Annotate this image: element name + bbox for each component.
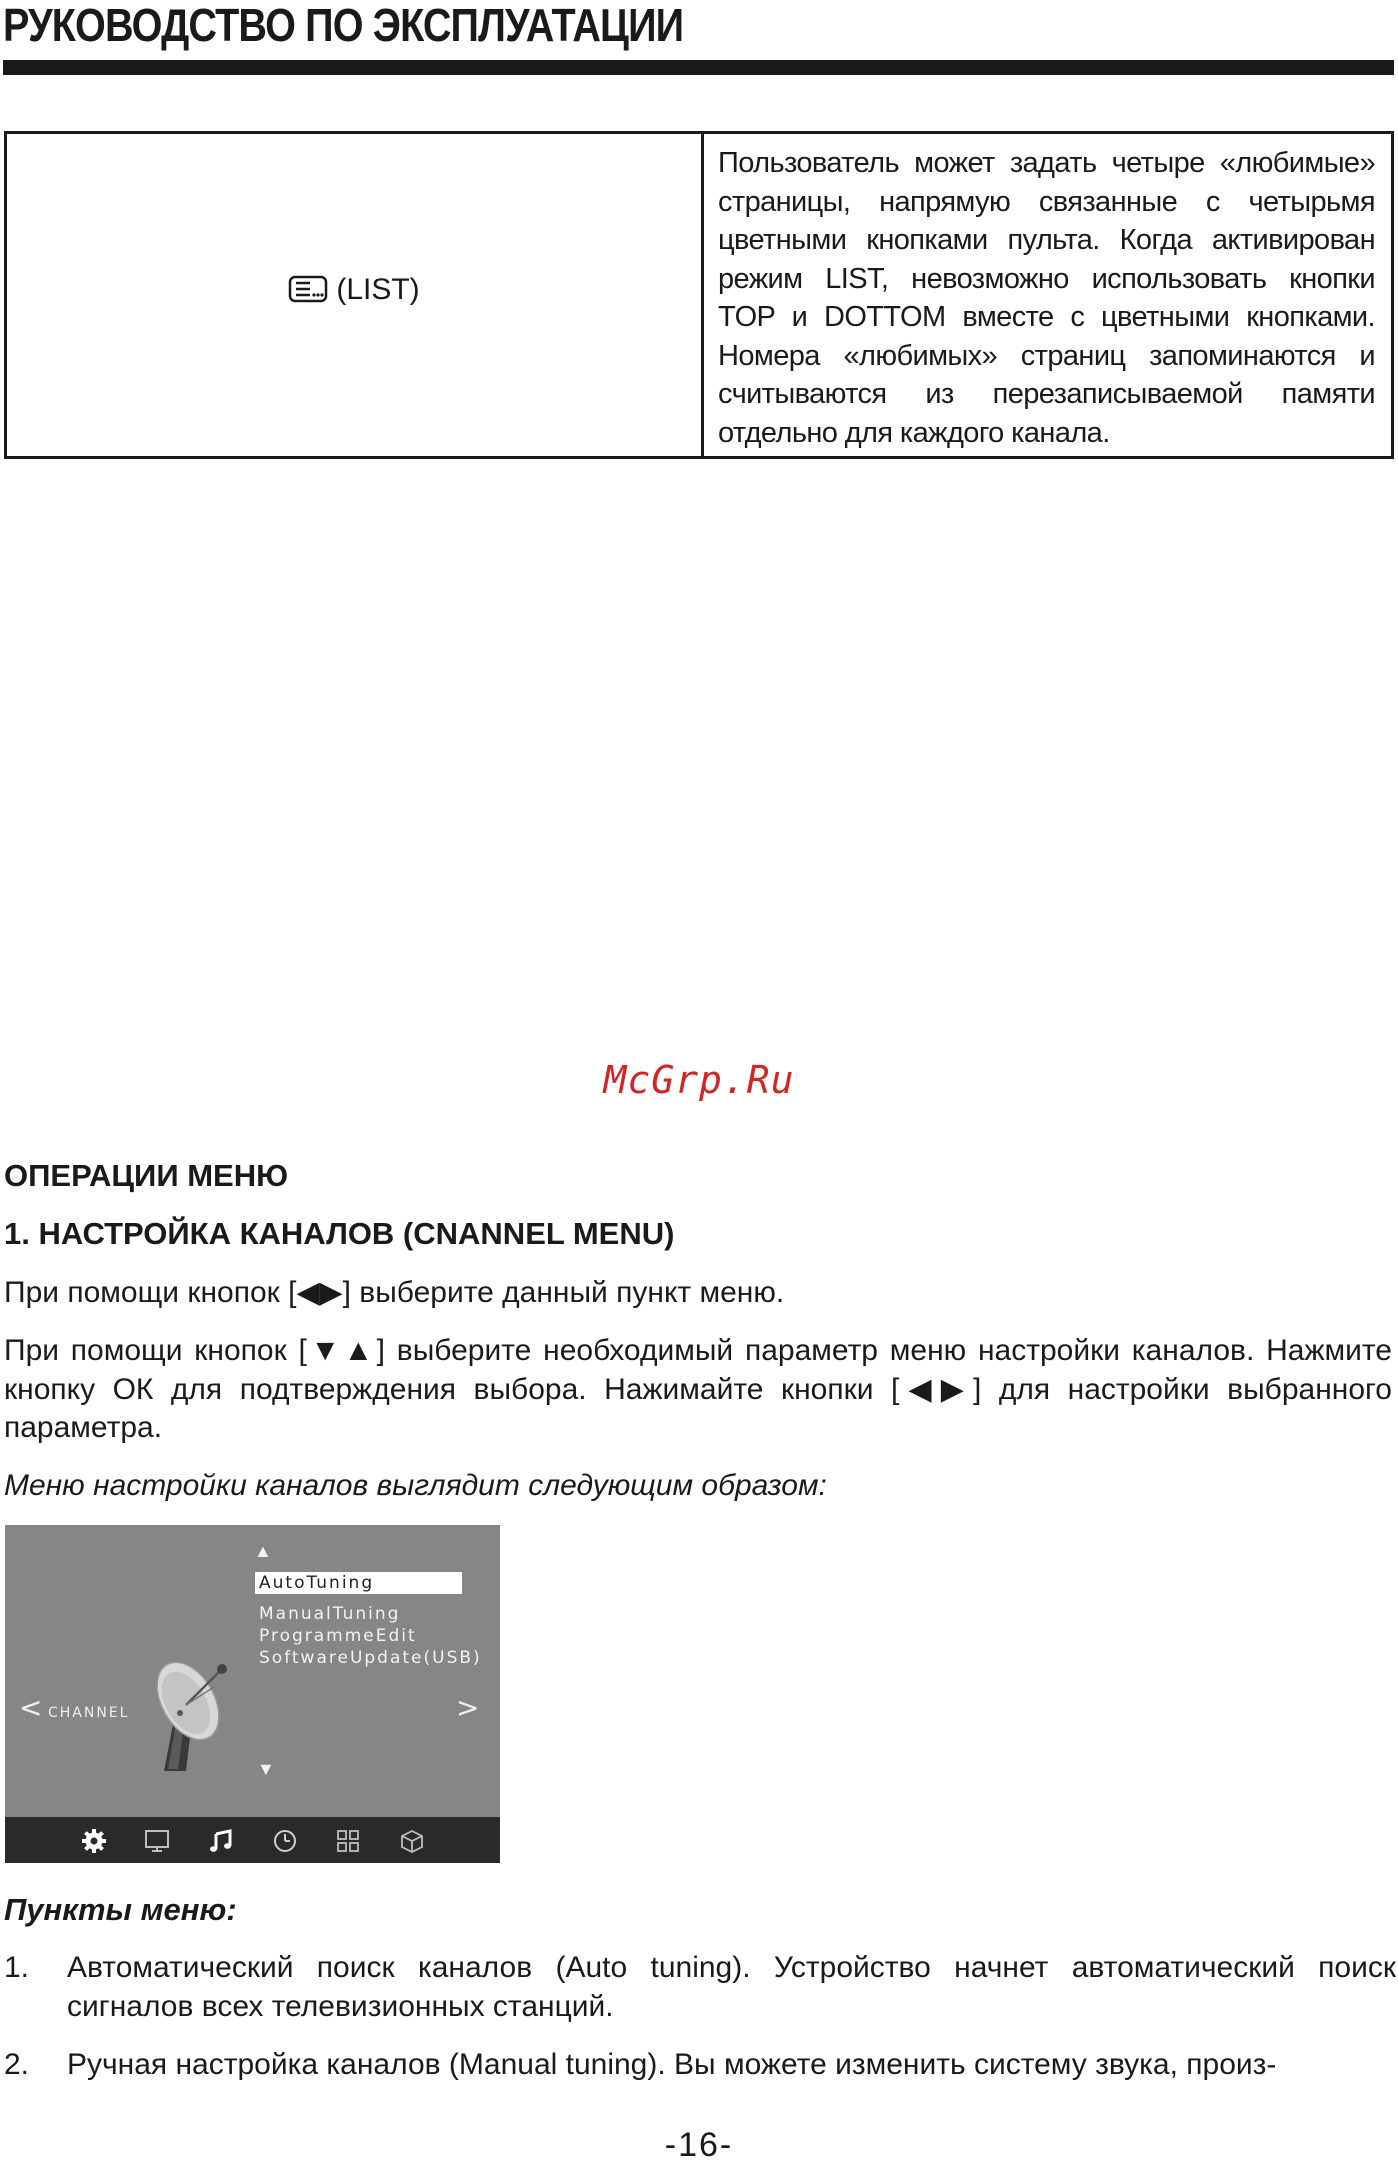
cube-icon[interactable]	[399, 1828, 425, 1854]
list-item-number: 1.	[4, 1951, 30, 1984]
page-header-title: РУКОВОДСТВО ПО ЭКСПЛУАТАЦИИ	[3, 0, 684, 51]
gear-icon[interactable]	[81, 1828, 107, 1854]
paragraph-select-item: При помощи кнопок [◀▶] выберите данный пункт меню.	[4, 1276, 785, 1309]
list-item-text: Автоматический поиск каналов (Auto tuning). Устройство начнет автоматический поиск сигналов всех телевизионных станций.	[67, 1951, 1396, 2023]
right-arrow-icon[interactable]: >	[456, 1691, 480, 1724]
menu-items-heading: Пункты меню:	[4, 1892, 237, 1927]
table-key-cell	[7, 134, 704, 456]
menu-item-manual-tuning[interactable]: ManualTuning	[259, 1604, 401, 1624]
menu-item-programme-edit[interactable]: ProgrammeEdit	[259, 1626, 417, 1646]
up-arrow-icon: ▲	[254, 1541, 272, 1561]
watermark: McGrp.Ru	[603, 1058, 795, 1102]
header-rule	[3, 60, 1394, 75]
list-description: Пользователь может задать четыре «любимые» страницы, напрямую связанные с четырьмя цветными кнопками пульта. Когда активирован режим LIST, невозможно использовать кнопки TOP и DOTTOM вместе с цветными кнопками. Номера «любимых» страниц запоминаются и считываются из перезаписываемой памяти отдельно для каждого канала.	[718, 147, 1375, 449]
section-title: ОПЕРАЦИИ МЕНЮ	[4, 1158, 289, 1193]
menu-item-auto-tuning[interactable]: AutoTuning	[255, 1572, 462, 1594]
down-arrow-icon: ▼	[257, 1759, 275, 1779]
paragraph-menu-intro: Меню настройки каналов выглядит следующим образом:	[4, 1469, 827, 1502]
channel-menu-screenshot	[5, 1525, 500, 1863]
clock-icon[interactable]	[272, 1828, 298, 1854]
grid-icon[interactable]	[335, 1828, 361, 1854]
channel-label: CHANNEL	[48, 1705, 130, 1721]
list-item-number: 2.	[4, 2048, 30, 2081]
monitor-icon[interactable]	[144, 1828, 170, 1854]
list-key-label: (LIST)	[336, 273, 420, 306]
list-item-text: Ручная настройка каналов (Manual tuning). Вы можете изменить систему звука, произ-	[67, 2048, 1277, 2081]
info-table	[4, 131, 1394, 459]
list-item	[4, 1949, 1396, 2026]
music-note-icon[interactable]	[208, 1828, 234, 1854]
list-key	[288, 273, 419, 307]
menu-icon-bar	[5, 1817, 500, 1863]
table-description-cell	[704, 134, 1391, 456]
page-number: -16-	[664, 2126, 734, 2164]
list-item	[4, 2046, 1396, 2085]
paragraph-select-parameter: При помощи кнопок [▼▲] выберите необходимый параметр меню настройки каналов. Нажмите кнопку ОК для подтверждения выбора. Нажимайте кнопки [◀▶] для настройки выбранного параметра.	[4, 1334, 1392, 1444]
left-arrow-icon[interactable]: <	[19, 1691, 43, 1724]
list-key-icon	[288, 275, 328, 305]
section-subtitle: 1. НАСТРОЙКА КАНАЛОВ (CNANNEL MENU)	[4, 1216, 675, 1251]
satellite-dish-icon	[140, 1653, 240, 1773]
menu-item-software-update[interactable]: SoftwareUpdate(USB)	[259, 1648, 482, 1668]
